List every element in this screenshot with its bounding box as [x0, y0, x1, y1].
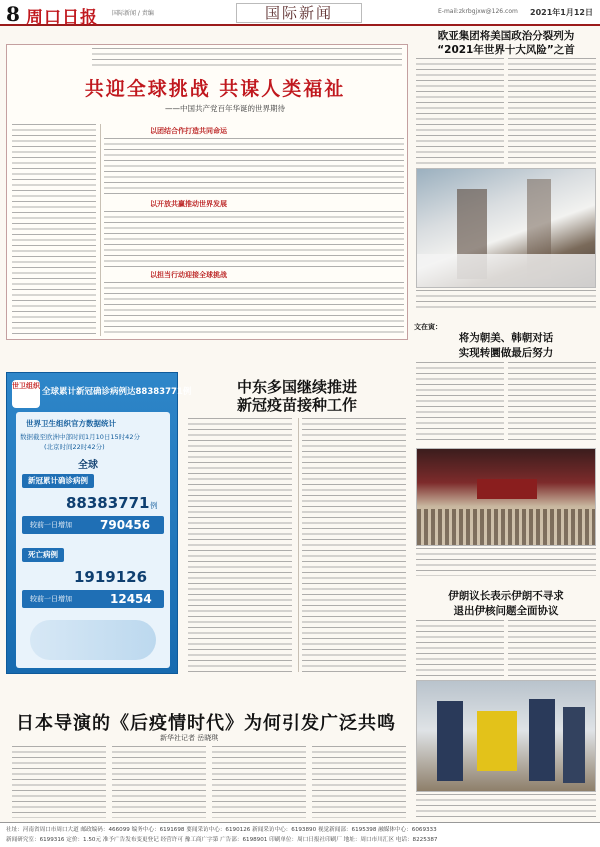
- iran-article-col-2: [508, 620, 596, 676]
- deaths-value: 1919126: [74, 568, 148, 586]
- mideast-article-col-2: [302, 418, 406, 672]
- rescue-photo-caption: [416, 794, 596, 820]
- mideast-title-line2: 新冠疫苗接种工作: [236, 396, 357, 414]
- japan-article-byline: 新华社记者 岳晓琪: [160, 734, 219, 742]
- japan-article-col-2: [112, 746, 206, 818]
- moon-article-col-2: [508, 362, 596, 444]
- header-editor-note: 国际新闻 / 责编: [112, 10, 154, 17]
- eurasia-title-line2: “2021年世界十大风险”之首: [437, 44, 575, 56]
- lead-article-column-1: [12, 124, 96, 336]
- iran-article-col-1: [416, 620, 504, 676]
- eurasia-title-line1: 欧亚集团将美国政治分裂列为: [437, 30, 575, 42]
- covid-update-line2: (北京时间22时42分): [44, 443, 105, 451]
- deaths-label: 死亡病例: [22, 548, 64, 562]
- globe-decoration: [30, 620, 156, 660]
- page-number: 8: [6, 2, 20, 26]
- congress-hall-photo: [416, 448, 596, 546]
- japan-article-col-4: [312, 746, 406, 818]
- covid-update-line1: 数据截至欧洲中部时间1月10日15时42分: [20, 433, 140, 441]
- header-email: E-mail:zkrbgjxw@126.com: [438, 8, 518, 15]
- lead-article-subhead-2: 以开放共赢推动世界发展: [150, 200, 227, 208]
- deaths-daily-value: 12454: [110, 592, 152, 606]
- footer-imprint: [0, 822, 600, 847]
- covid-region: 全球: [78, 460, 98, 471]
- footer-line-2: 新闻研究室：6199316 定价：1.50元 准予广告发布变更登记 经营许可 豫工商广字第 广告部：6198901 印刷单位：周口日报社印刷厂 地址：周口市川汇区 电话：8225387: [6, 837, 438, 843]
- congress-photo-caption: [416, 548, 596, 576]
- confirmed-daily-value: 790456: [100, 518, 151, 532]
- lead-article-subhead-3: 以担当行动迎接全球挑战: [150, 271, 227, 279]
- eurasia-article-col-2: [508, 58, 596, 164]
- snow-photo-caption: [416, 290, 596, 312]
- lead-article-section-1-text: [104, 138, 404, 196]
- japan-article-col-1: [12, 746, 106, 818]
- lead-article-section-3-text: [104, 282, 404, 336]
- moon-byline: 文在寅：: [414, 323, 442, 331]
- issue-date: 2021年1月12日: [530, 8, 593, 17]
- eurasia-article-col-1: [416, 58, 504, 164]
- moon-article-col-1: [416, 362, 504, 444]
- newspaper-logo: 周口日报: [26, 8, 98, 28]
- confirmed-value: 88383771: [66, 494, 150, 512]
- mideast-vaccine-title: [186, 378, 408, 414]
- covid-stats-title: 世界卫生组织官方数据统计: [26, 419, 116, 428]
- section-title: 国际新闻: [236, 3, 362, 23]
- iran-title-line2: 退出伊核问题全面协议: [453, 605, 559, 617]
- confirmed-daily-label: 较前一日增加: [30, 521, 72, 529]
- lead-article-section-2-text: [104, 211, 404, 267]
- deaths-daily-label: 较前一日增加: [30, 595, 72, 603]
- column-divider: [298, 418, 299, 672]
- confirmed-unit: 例: [150, 501, 158, 510]
- lead-article-subhead-1: 以团结合作打造共同命运: [150, 127, 227, 135]
- rescue-workers-photo: [416, 680, 596, 792]
- moon-title-line1: 将为朝美、韩朝对话: [458, 332, 554, 344]
- iran-title-line1: 伊朗议长表示伊朗不寻求: [448, 590, 564, 602]
- confirmed-label: 新冠累计确诊病例: [22, 474, 94, 488]
- snow-street-photo: [416, 168, 596, 288]
- japan-article-col-3: [212, 746, 306, 818]
- who-badge: 世卫组织: [12, 380, 40, 408]
- covid-headline: 全球累计新冠确诊病例达88383771例: [42, 387, 192, 397]
- column-divider: [100, 124, 101, 336]
- moon-title-line2: 实现转圜做最后努力: [458, 347, 554, 359]
- japan-director-title: 日本导演的《后疫情时代》为何引发广泛共鸣: [16, 713, 396, 734]
- mideast-title-line1: 中东多国继续推进: [236, 378, 357, 396]
- lead-article-intro-text: [92, 48, 402, 70]
- footer-line-1: 社址：河南省周口市周口大道 邮政编码：466099 编务中心：6191698 要闻采访中心：6190126 新闻采访中心：6193890 视觉新闻部：6195398 融媒体中心：6069333: [6, 827, 437, 833]
- lead-article-title: 共迎全球挑战 共谋人类福祉: [84, 78, 346, 100]
- mideast-article-col-1: [188, 418, 292, 672]
- masthead-bar: [0, 0, 600, 26]
- lead-article-subtitle: ——中国共产党百年华诞的世界期待: [165, 104, 285, 113]
